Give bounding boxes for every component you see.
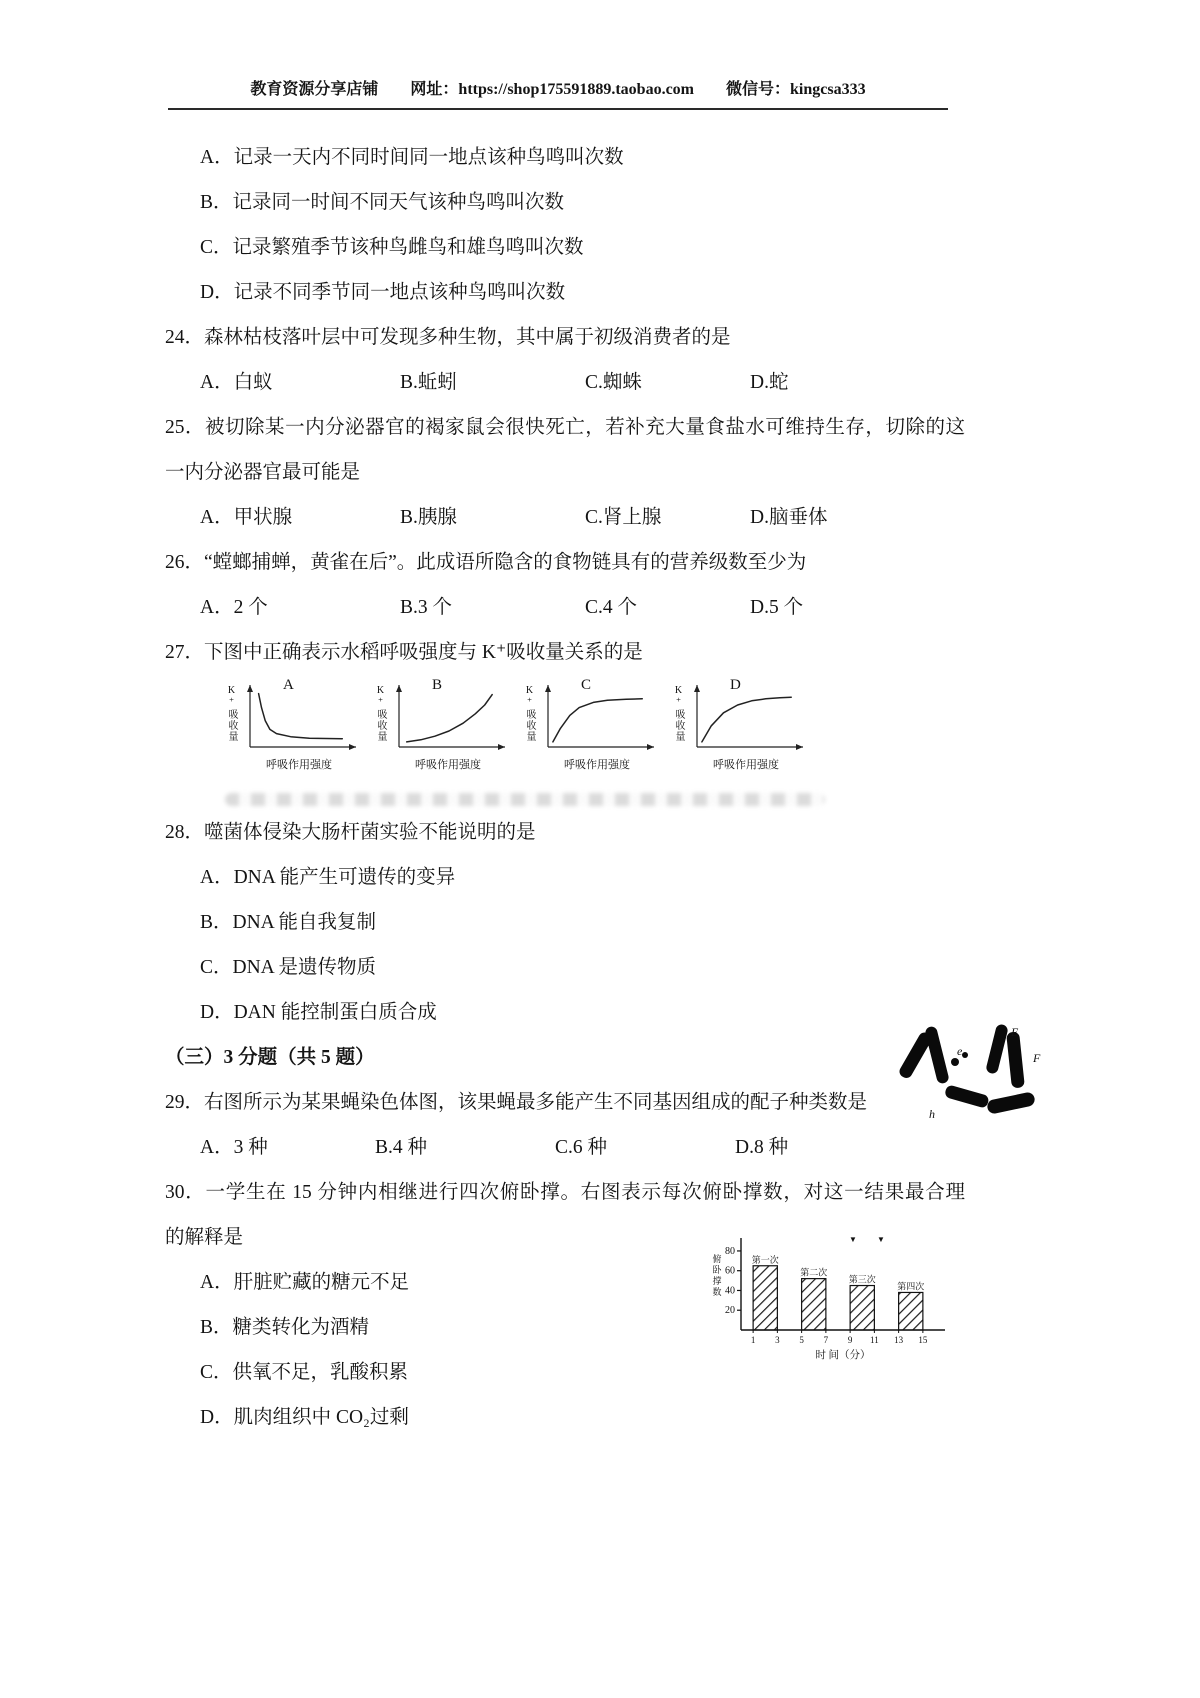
q23-option-d: D．记录不同季节同一地点该种鸟鸣叫次数 <box>200 282 566 303</box>
graph-a-plot <box>238 681 360 761</box>
graph-d-plot <box>685 681 807 761</box>
chromosome-label-E: E <box>1011 1025 1019 1039</box>
q25-stem-line2: 一内分泌器官最可能是 <box>165 462 361 483</box>
chromosome-label-e: e <box>957 1044 963 1058</box>
q24-stem: 24．森林枯枝落叶层中可发现多种生物，其中属于初级消费者的是 <box>165 327 731 348</box>
graph-c-label: C <box>581 677 592 693</box>
svg-text:撑: 撑 <box>712 1276 722 1286</box>
graph-b-x-axis-label: 呼吸作用强度 <box>415 759 481 771</box>
q29-chromosome-figure <box>895 1022 1045 1152</box>
q30-option-c: C．供氧不足，乳酸积累 <box>200 1362 409 1383</box>
svg-text:时 间（分）: 时 间（分） <box>815 1350 871 1361</box>
q24-options <box>165 360 965 405</box>
q26-option-d: D.5 个 <box>750 597 804 618</box>
q29-options <box>165 1125 965 1170</box>
svg-text:15: 15 <box>918 1335 928 1345</box>
graph-b-plot <box>387 681 509 761</box>
q30-stem-line2: 的解释是 <box>165 1227 244 1248</box>
print-artifact-smudge <box>225 793 825 806</box>
svg-text:20: 20 <box>725 1305 735 1317</box>
svg-text:俯: 俯 <box>712 1254 722 1264</box>
svg-text:40: 40 <box>725 1285 735 1297</box>
q27-graph-b <box>374 677 509 787</box>
svg-text:第四次: 第四次 <box>897 1281 925 1292</box>
q25-option-b: B.胰腺 <box>400 507 457 528</box>
page-header <box>168 76 948 110</box>
q30-bar-chart-svg <box>703 1232 953 1364</box>
chromosome-diagram <box>895 1022 1045 1147</box>
q29-option-c: C.6 种 <box>555 1137 608 1158</box>
svg-text:13: 13 <box>894 1335 904 1345</box>
graph-a-label: A <box>283 677 294 693</box>
graph-d-y-axis-label: K⁺吸收量 <box>673 685 684 742</box>
q30-stem-line1: 30．一学生在 15 分钟内相继进行四次俯卧撑。右图表示每次俯卧撑数，对这一结果最合理 <box>165 1182 965 1203</box>
q23-option-b: B．记录同一时间不同天气该种鸟鸣叫次数 <box>200 192 565 213</box>
q25-stem-line1: 25．被切除某一内分泌器官的褐家鼠会很快死亡，若补充大量食盐水可维持生存，切除的这 <box>165 417 965 438</box>
graph-b-label: B <box>432 677 443 693</box>
graph-c-y-axis-label: K⁺吸收量 <box>524 685 535 742</box>
wechat-id: 微信号：kingcsa333 <box>726 81 866 98</box>
graph-c-plot <box>536 681 658 761</box>
svg-text:数: 数 <box>712 1287 722 1297</box>
q29-stem: 29．右图所示为某果蝇染色体图，该果蝇最多能产生不同基因组成的配子种类数是 <box>165 1092 868 1113</box>
svg-text:5: 5 <box>799 1335 804 1345</box>
q25-option-c: C.肾上腺 <box>585 507 662 528</box>
svg-text:▼: ▼ <box>877 1235 885 1244</box>
svg-text:1: 1 <box>750 1335 756 1345</box>
q28-option-c: C．DNA 是遗传物质 <box>200 957 377 978</box>
q26-stem: 26．“螳螂捕蝉，黄雀在后”。此成语所隐含的食物链具有的营养级数至少为 <box>165 552 807 573</box>
q28-option-d: D．DAN 能控制蛋白质合成 <box>200 1002 437 1023</box>
q30-option-a: A．肝脏贮藏的糖元不足 <box>200 1272 410 1293</box>
svg-text:60: 60 <box>725 1265 735 1277</box>
svg-text:11: 11 <box>870 1335 879 1345</box>
svg-text:80: 80 <box>725 1245 735 1257</box>
q28-stem: 28．噬菌体侵染大肠杆菌实验不能说明的是 <box>165 822 536 843</box>
q23-option-a: A．记录一天内不同时间同一地点该种鸟鸣叫次数 <box>200 147 624 168</box>
svg-text:第二次: 第二次 <box>800 1267 828 1278</box>
svg-text:9: 9 <box>847 1335 853 1345</box>
shop-name: 教育资源分享店铺 <box>250 81 379 98</box>
graph-a-x-axis-label: 呼吸作用强度 <box>266 759 332 771</box>
q27-graph-a <box>225 677 360 787</box>
q25-option-d: D.脑垂体 <box>750 507 828 528</box>
q25-option-a: A．甲状腺 <box>200 507 293 528</box>
q26-option-c: C.4 个 <box>585 597 638 618</box>
svg-text:第三次: 第三次 <box>848 1274 876 1285</box>
q24-option-b: B.蚯蚓 <box>400 372 457 393</box>
svg-text:第一次: 第一次 <box>751 1254 779 1265</box>
svg-text:7: 7 <box>823 1335 829 1345</box>
q26-option-b: B.3 个 <box>400 597 453 618</box>
section-heading: （三）3 分题（共 5 题） <box>165 1047 375 1068</box>
q24-option-a: A．白蚁 <box>200 372 273 393</box>
q24-option-c: C.蜘蛛 <box>585 372 642 393</box>
shop-url: 网址：https://shop175591889.taobao.com <box>410 81 695 98</box>
q27-graphs <box>225 677 965 787</box>
q27-graph-c <box>523 677 658 787</box>
q27-graph-d <box>672 677 807 787</box>
q25-options <box>165 495 965 540</box>
chromosome-label-h: h <box>929 1107 935 1121</box>
q30-pushup-chart <box>703 1232 953 1369</box>
graph-c-x-axis-label: 呼吸作用强度 <box>564 759 630 771</box>
graph-d-label: D <box>730 677 741 693</box>
q23-option-c: C．记录繁殖季节该种鸟雌鸟和雄鸟鸣叫次数 <box>200 237 584 258</box>
chromosome-label-F: F <box>1033 1051 1041 1065</box>
svg-text:卧: 卧 <box>712 1265 722 1275</box>
q29-option-d: D.8 种 <box>735 1137 789 1158</box>
q24-option-d: D.蛇 <box>750 372 789 393</box>
svg-text:▼: ▼ <box>849 1235 857 1244</box>
q30-option-d: D．肌肉组织中 CO₂过剩 <box>200 1407 409 1428</box>
q30-option-b: B．糖类转化为酒精 <box>200 1317 370 1338</box>
q26-option-a: A．2 个 <box>200 597 268 618</box>
graph-a-y-axis-label: K⁺吸收量 <box>226 685 237 742</box>
q27-stem: 27．下图中正确表示水稻呼吸强度与 K⁺吸收量关系的是 <box>165 642 643 663</box>
graph-b-y-axis-label: K⁺吸收量 <box>375 685 386 742</box>
q28-option-b: B．DNA 能自我复制 <box>200 912 377 933</box>
graph-d-x-axis-label: 呼吸作用强度 <box>713 759 779 771</box>
q29-option-a: A．3 种 <box>200 1137 268 1158</box>
q29-option-b: B.4 种 <box>375 1137 428 1158</box>
q26-options <box>165 585 965 630</box>
q28-option-a: A．DNA 能产生可遗传的变异 <box>200 867 456 888</box>
svg-text:3: 3 <box>775 1335 780 1345</box>
